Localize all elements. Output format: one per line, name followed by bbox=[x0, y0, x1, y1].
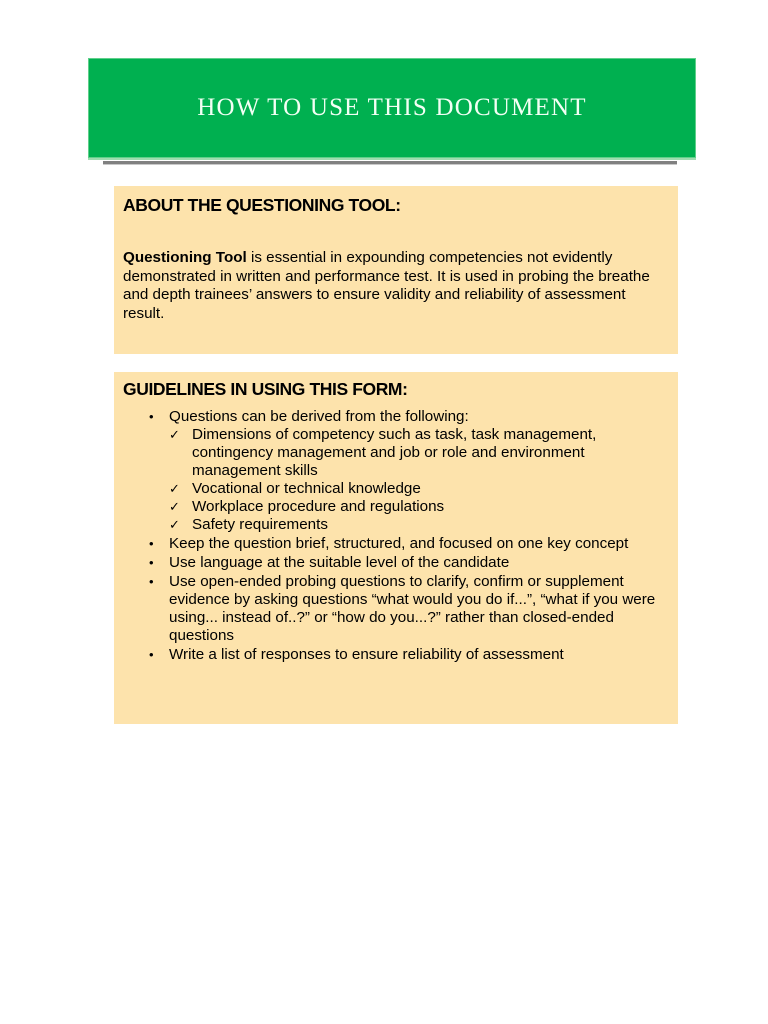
list-item bbox=[123, 408, 669, 534]
sub-list-item bbox=[169, 480, 669, 498]
bullet-icon: • bbox=[149, 574, 154, 589]
list-item-text: Write a list of responses to ensure reliability of assessment bbox=[169, 646, 564, 663]
list-item-text: Questions can be derived from the following: bbox=[169, 408, 469, 425]
list-item-text: Keep the question brief, structured, and focused on one key concept bbox=[169, 535, 629, 552]
about-paragraph bbox=[123, 249, 669, 323]
about-section bbox=[114, 186, 678, 354]
about-heading: ABOUT THE QUESTIONING TOOL: bbox=[123, 195, 401, 215]
sub-list-item bbox=[169, 426, 669, 480]
guidelines-heading: GUIDELINES IN USING THIS FORM: bbox=[123, 379, 408, 399]
sub-list-item bbox=[169, 516, 669, 534]
list-item bbox=[123, 646, 669, 664]
checkmark-icon: ✓ bbox=[169, 481, 180, 496]
sub-list bbox=[169, 426, 669, 534]
list-item-text: Use open-ended probing questions to clarify, confirm or supplement evidence by asking questions “what would you do if...”, “what if you were using... instead of..?” or “how do you...?” rather than closed-ended questions bbox=[169, 573, 656, 644]
checkmark-icon: ✓ bbox=[169, 499, 180, 514]
divider-rule bbox=[103, 161, 677, 165]
bullet-icon: • bbox=[149, 409, 154, 424]
sub-list-item bbox=[169, 498, 669, 516]
sub-list-item-text: Dimensions of competency such as task, task management, contingency management and job or role and environment management skills bbox=[192, 426, 597, 479]
list-item bbox=[123, 573, 669, 645]
page-title: HOW TO USE THIS DOCUMENT bbox=[197, 94, 587, 121]
sub-list-item-text: Safety requirements bbox=[192, 516, 328, 533]
list-item bbox=[123, 554, 669, 572]
bullet-icon: • bbox=[149, 555, 154, 570]
about-body-text: is essential in expounding competencies not evidently demonstrated in written and performance test. It is used in probing the breathe and depth trainees’ answers to ensure validity and reliability of assessment result. bbox=[123, 249, 650, 322]
sub-list-item-text: Workplace procedure and regulations bbox=[192, 498, 445, 515]
bullet-icon: • bbox=[149, 536, 154, 551]
sub-list-item-text: Vocational or technical knowledge bbox=[192, 480, 421, 497]
guidelines-list bbox=[123, 408, 669, 664]
checkmark-icon: ✓ bbox=[169, 517, 180, 532]
list-item bbox=[123, 535, 669, 553]
bullet-icon: • bbox=[149, 647, 154, 662]
title-banner bbox=[88, 58, 696, 158]
guidelines-section bbox=[114, 372, 678, 724]
list-item-text: Use language at the suitable level of the candidate bbox=[169, 554, 510, 571]
about-lead-bold: Questioning Tool bbox=[123, 249, 247, 266]
checkmark-icon: ✓ bbox=[169, 427, 180, 442]
